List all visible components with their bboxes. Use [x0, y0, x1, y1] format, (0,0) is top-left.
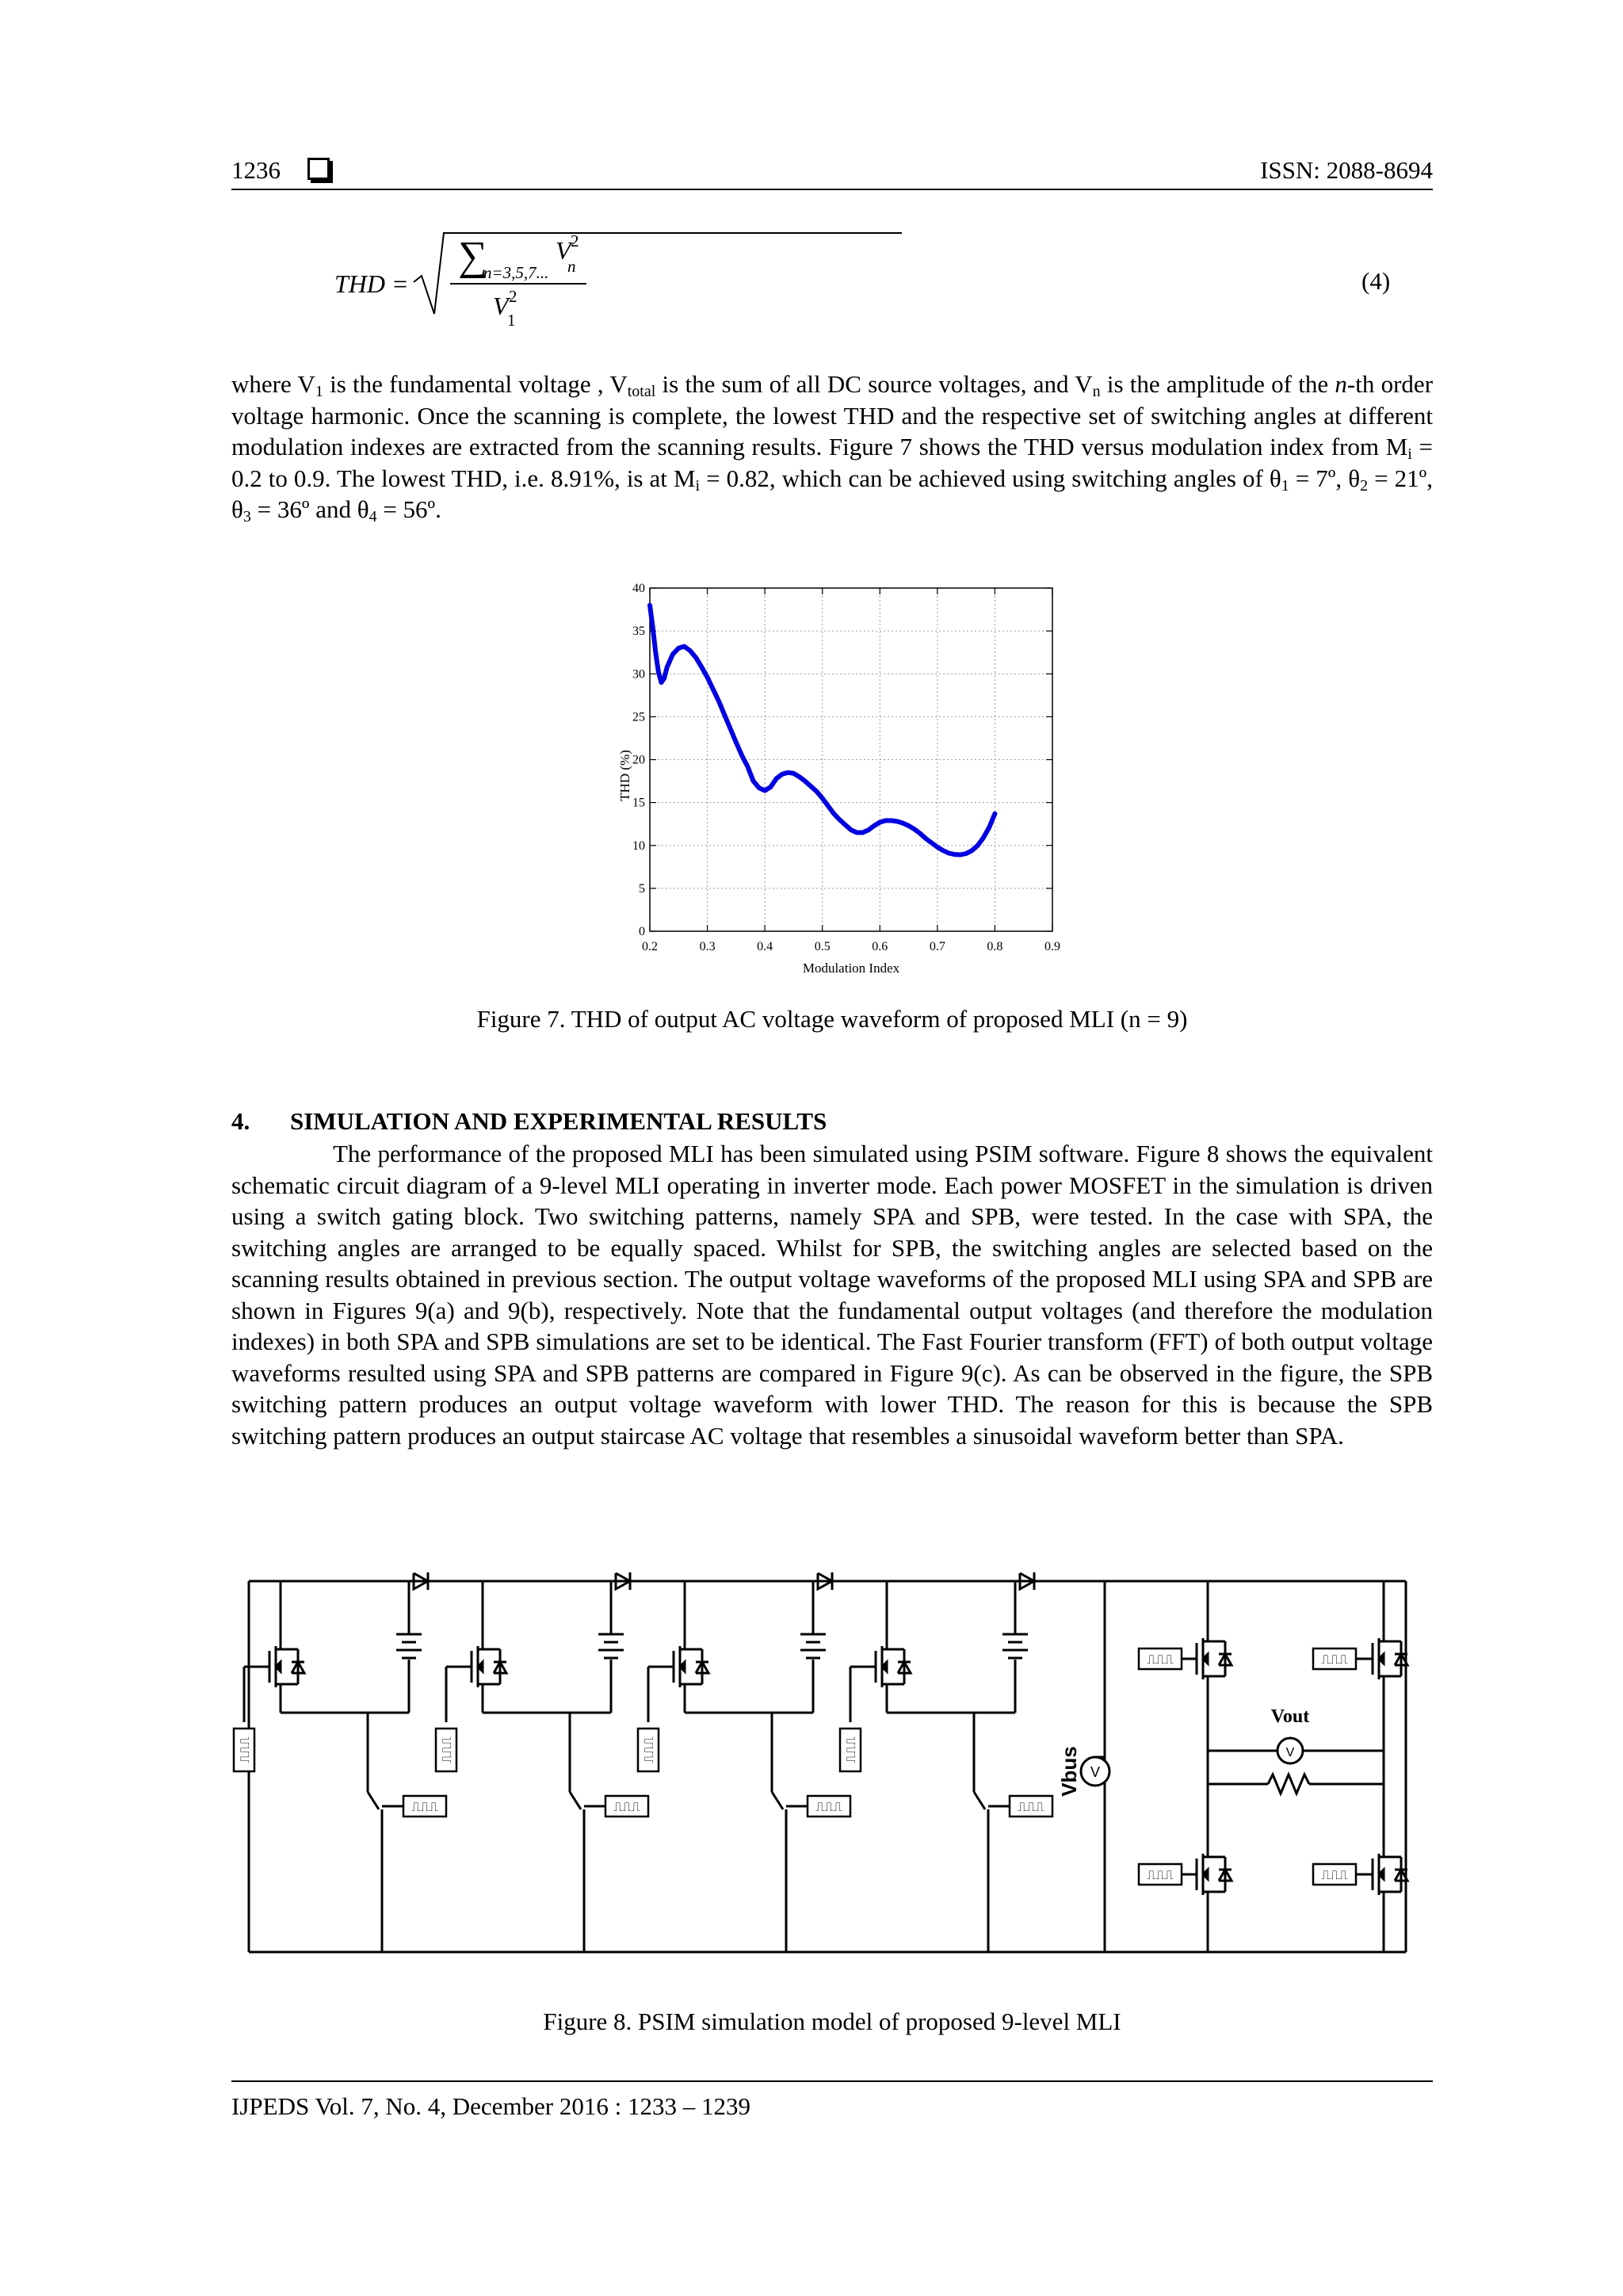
numerator-var: V — [556, 236, 571, 265]
switch-blade — [368, 1792, 379, 1809]
gate-pulse-glyph: ⎍⎍⎍ — [1321, 1653, 1348, 1667]
gate-pulse-glyph: ⎍⎍⎍ — [441, 1736, 454, 1763]
vbus-meter-symbol: V — [1090, 1764, 1101, 1780]
vout-meter-symbol: V — [1285, 1746, 1295, 1759]
gate-pulse-glyph: ⎍⎍⎍ — [1147, 1653, 1174, 1667]
paragraph-2: The performance of the proposed MLI has been simulated using PSIM software. Figure 8 shows the equivalent schematic circuit diagram of a 9-level MLI operating in inverter mode. Each power MOSFET in the simulation is driven using a switch gating block. Two switching patterns, namely SPA and SPB, were tested. In the case with SPA, the switching angles are arranged to be equally spaced. Whilst for SPB, the switching angles are selected based on the scanning results obtained in previous section. The output voltage waveforms of the proposed MLI using SPA and SPB are shown in Figures 9(a) and 9(b), respectively. Note that the fundamental output voltages (and therefore the modulation indexes) in both SPA and SPB simulations are set to be identical. The Fast Fourier transform (FFT) of both output voltage waveforms resulted using SPA and SPB patterns are compared in Figure 9(c). As can be observed in the figure, the SPB switching pattern produces an output voltage waveform with lower THD. The reason for this is because the SPB switching pattern produces an output staircase AC voltage that resembles a sinusoidal waveform better than SPA. — [231, 1140, 1433, 1450]
x-tick-label: 0.2 — [642, 940, 658, 953]
sum-index: n=3,5,7... — [483, 263, 549, 282]
page-number: 1236 — [231, 156, 330, 185]
gate-pulse-glyph: ⎍⎍⎍ — [239, 1736, 252, 1763]
figure-7-caption: Figure 7. THD of output AC voltage waveform of proposed MLI (n = 9) — [476, 1005, 1188, 1033]
y-tick-label: 25 — [632, 710, 645, 724]
vbus-meter — [1057, 1746, 1109, 1797]
fraction-bar — [450, 283, 586, 285]
gate-pulse-glyph: ⎍⎍⎍ — [1321, 1869, 1348, 1882]
gate-pulse-glyph: ⎍⎍⎍ — [643, 1736, 656, 1763]
x-tick-label: 0.5 — [814, 940, 831, 953]
switch-blade — [772, 1792, 783, 1809]
x-tick-label: 0.3 — [699, 940, 716, 953]
vout-label: Vout — [1270, 1706, 1310, 1727]
section-4-heading: 4. SIMULATION AND EXPERIMENTAL RESULTS — [231, 1107, 827, 1135]
gate-pulse-glyph: ⎍⎍⎍ — [411, 1801, 438, 1814]
header-rule — [231, 189, 1433, 190]
gate-pulse-glyph: ⎍⎍⎍ — [815, 1801, 842, 1814]
footer-rule — [231, 2080, 1433, 2082]
paragraph-1: where $V_1$ is the fundamental voltage , $V_{total}$ is the sum of all DC source voltages, and $V_n$ is the amplitude of the n-th order voltage harmonic. Once the scanning is complete, the lowest THD and the respective set of switching angles at different modulation indexes are extracted from the scanning results. Figure 7 shows the THD versus modulation index from $M_i = 0.2$ to 0.9. The lowest THD, i.e. 8.91%, is at $M_i = 0.82$, which can be achieved using switching angles of $\theta_1$ = 7º, $\theta_2$ = 21º, $\theta_3$ = 36º and $\theta_4$ = 56º. — [231, 370, 1434, 525]
gate-pulse-glyph: ⎍⎍⎍ — [613, 1801, 640, 1814]
switch-blade — [570, 1792, 581, 1809]
gate-pulse-glyph: ⎍⎍⎍ — [1147, 1869, 1174, 1882]
chart-labels — [632, 582, 1060, 953]
x-tick-label: 0.6 — [872, 940, 888, 953]
equation-lhs: THD = — [334, 269, 409, 298]
thd-equation — [325, 222, 610, 333]
figure-8-caption: Figure 8. PSIM simulation model of proposed 9-level MLI — [543, 2008, 1121, 2035]
thd-series-line — [650, 606, 995, 855]
sum-symbol: ∑ — [458, 234, 488, 279]
denominator-sup: 2 — [509, 287, 517, 306]
y-tick-label: 20 — [632, 753, 645, 767]
numerator-sup: 2 — [571, 231, 579, 250]
issn: ISSN: 2088-8694 — [1260, 156, 1433, 184]
thd-chart — [617, 582, 1062, 988]
checkbox-icon — [307, 158, 330, 180]
radical-bar — [452, 232, 902, 234]
x-tick-label: 0.4 — [757, 940, 773, 953]
load-resistor — [1268, 1775, 1309, 1794]
vbus-label: Vbus — [1057, 1746, 1081, 1797]
denominator-var: V — [493, 292, 509, 320]
x-axis-label: Modulation Index — [802, 961, 900, 976]
x-tick-label: 0.8 — [987, 940, 1003, 953]
denominator-sub: 1 — [507, 311, 516, 330]
y-tick-label: 0 — [639, 925, 645, 938]
y-tick-label: 10 — [632, 839, 645, 853]
x-tick-label: 0.7 — [929, 940, 945, 953]
y-tick-label: 40 — [632, 582, 645, 595]
y-axis-label: THD (%) — [617, 750, 632, 801]
y-tick-label: 5 — [639, 881, 645, 896]
vout-meter — [1271, 1706, 1309, 1763]
psim-schematic — [239, 1572, 1406, 1976]
y-tick-label: 15 — [632, 796, 645, 810]
y-tick-label: 30 — [632, 667, 645, 682]
equation-number: (4) — [1361, 267, 1391, 295]
footer-citation: IJPEDS Vol. 7, No. 4, December 2016 : 1233 – 1239 — [231, 2092, 750, 2120]
chart-grid — [650, 588, 1052, 931]
numerator-sub: n — [567, 257, 576, 276]
switch-blade — [974, 1792, 985, 1809]
gate-pulse-glyph: ⎍⎍⎍ — [1018, 1801, 1044, 1814]
gate-pulse-glyph: ⎍⎍⎍ — [845, 1736, 858, 1763]
y-tick-label: 35 — [632, 625, 645, 639]
x-tick-label: 0.9 — [1044, 940, 1060, 953]
